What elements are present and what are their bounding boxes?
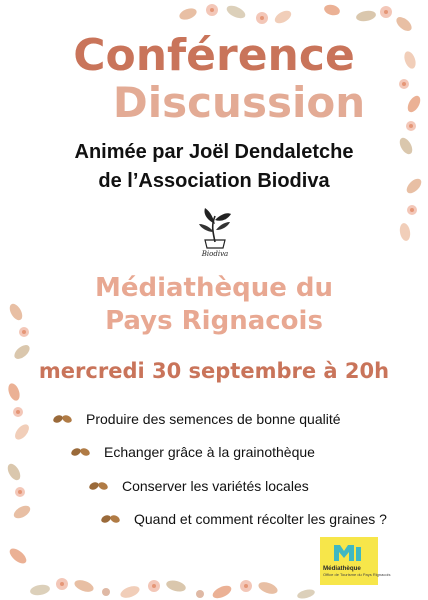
seed-icon — [100, 512, 122, 526]
bullet-text: Produire des semences de bonne qualité — [86, 411, 341, 427]
venue-line-2: Pays Rignacois — [105, 306, 323, 336]
host-line-1: Animée par Joël Dendaletche — [74, 141, 354, 163]
venue-line-1: Médiathèque du — [94, 273, 334, 303]
event-date: mercredi 30 septembre à 20h — [38, 359, 390, 383]
list-item — [52, 411, 341, 427]
mediatheque-logo-subtitle: Office de Tourisme du Pays Rignacois — [323, 572, 391, 577]
host-line-2: de l’Association Biodiva — [98, 170, 330, 192]
list-item — [88, 478, 309, 494]
title-discussion: Discussion — [112, 78, 366, 127]
bullet-text: Echanger grâce à la grainothèque — [104, 444, 315, 460]
seed-icon — [70, 445, 92, 459]
seed-icon — [52, 412, 74, 426]
mediatheque-m-icon — [320, 537, 378, 565]
biodiva-logo-text: Biodiva — [201, 250, 229, 258]
bullet-text: Quand et comment récolter les graines ? — [134, 511, 387, 527]
host-text — [0, 138, 428, 196]
mediatheque-logo — [320, 537, 391, 585]
list-item — [70, 444, 315, 460]
venue-text — [0, 272, 428, 338]
mediatheque-logo-name: Médiathèque — [323, 565, 361, 572]
list-item — [100, 511, 387, 527]
bullet-text: Conserver les variétés locales — [122, 478, 309, 494]
biodiva-logo — [193, 202, 237, 258]
seed-icon — [88, 479, 110, 493]
title-conference: Conférence — [73, 30, 355, 81]
